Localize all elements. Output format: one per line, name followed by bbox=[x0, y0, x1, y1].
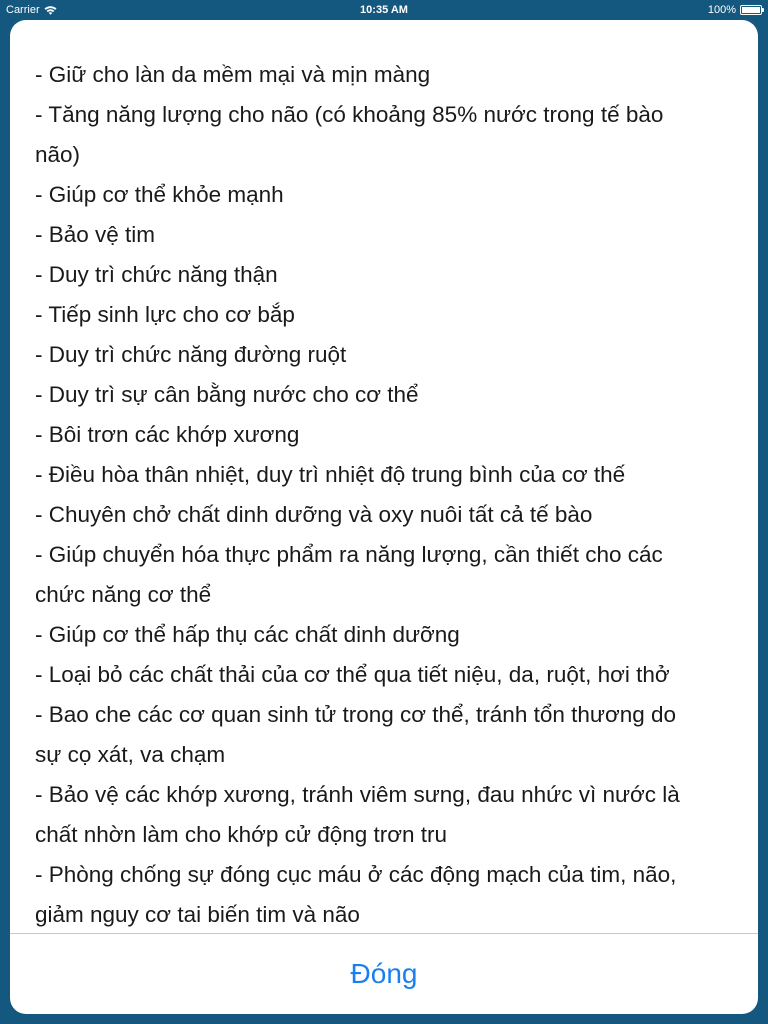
battery-percent: 100% bbox=[707, 4, 736, 16]
benefit-line: - Loại bỏ các chất thải của cơ thể qua tiết niệu, da, ruột, hơi thở bbox=[35, 662, 670, 687]
benefit-line: - Tiếp sinh lực cho cơ bắp bbox=[35, 302, 295, 327]
benefit-line: giảm nguy cơ tai biến tim và não bbox=[35, 902, 360, 927]
close-button[interactable]: Đóng bbox=[10, 934, 758, 1014]
benefit-line: chất nhờn làm cho khớp cử động trơn tru bbox=[35, 822, 448, 847]
benefit-line: - Tăng năng lượng cho não (có khoảng 85% nước trong tế bào bbox=[35, 102, 664, 127]
info-dialog bbox=[10, 20, 758, 1014]
status-right bbox=[708, 4, 762, 16]
benefit-line: - Bôi trơn các khớp xương bbox=[35, 422, 300, 447]
status-bar bbox=[0, 0, 768, 20]
benefit-line: - Duy trì chức năng thận bbox=[35, 262, 278, 287]
benefit-line: - Bảo vệ tim bbox=[35, 222, 156, 247]
benefit-line: não) bbox=[35, 142, 81, 167]
battery-icon bbox=[740, 5, 762, 15]
benefit-line: - Giúp cơ thể hấp thụ các chất dinh dưỡng bbox=[35, 622, 460, 647]
benefit-line: - Chuyên chở chất dinh dưỡng và oxy nuôi tất cả tế bào bbox=[35, 502, 593, 527]
benefit-line: - Bảo vệ các khớp xương, tránh viêm sưng, đau nhức vì nước là bbox=[35, 782, 680, 807]
benefit-line: sự cọ xát, va chạm bbox=[35, 742, 226, 767]
benefit-line: - Giúp cơ thể khỏe mạnh bbox=[35, 182, 284, 207]
benefit-line: - Duy trì sự cân bằng nước cho cơ thể bbox=[35, 382, 419, 407]
benefit-line: - Bao che các cơ quan sinh tử trong cơ thể, tránh tổn thương do bbox=[35, 702, 676, 727]
dialog-content[interactable] bbox=[10, 20, 758, 927]
benefits-list bbox=[10, 20, 758, 935]
benefit-line: - Duy trì chức năng đường ruột bbox=[35, 342, 347, 367]
benefit-line: - Giúp chuyển hóa thực phẩm ra năng lượng, cần thiết cho các bbox=[35, 542, 663, 567]
benefit-line: - Điều hòa thân nhiệt, duy trì nhiệt độ trung bình của cơ thế bbox=[35, 462, 626, 487]
benefit-line: chức năng cơ thể bbox=[35, 582, 212, 607]
status-time: 10:35 AM bbox=[360, 4, 408, 16]
benefit-line: - Phòng chống sự đóng cục máu ở các động mạch của tim, não, bbox=[35, 862, 677, 887]
carrier-label: Carrier bbox=[6, 4, 40, 16]
benefit-line: - Giữ cho làn da mềm mại và mịn màng bbox=[35, 62, 431, 87]
